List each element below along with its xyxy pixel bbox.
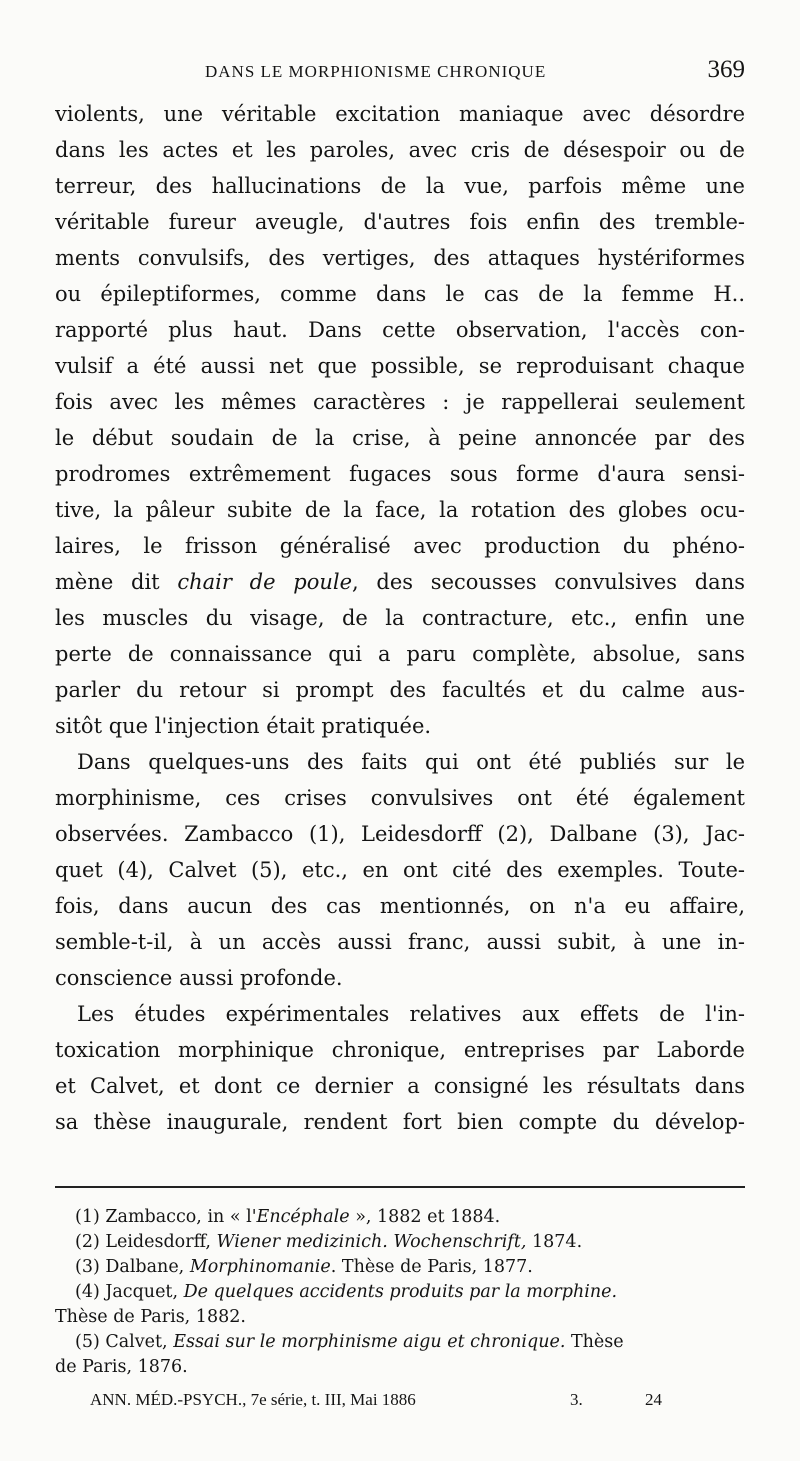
note-text: Thèse <box>565 1332 624 1352</box>
note-text: (4) Jacquet, <box>75 1282 184 1302</box>
text-line: et Calvet, et dont ce dernier a consigné les résultats dans <box>55 1074 745 1098</box>
text-line: ou épileptiformes, comme dans le cas de la femme H.. <box>55 282 745 306</box>
text-line: terreur, des hallucinations de la vue, parfois même une <box>55 174 745 198</box>
text-line: toxication morphinique chronique, entreprises par Laborde <box>55 1038 745 1062</box>
text-line: sa thèse inaugurale, rendent fort bien compte du dévelop- <box>55 1110 745 1134</box>
footnotes <box>55 1205 745 1380</box>
footnote-4-continued: Thèse de Paris, 1882. <box>55 1307 246 1327</box>
text-line: rapporté plus haut. Dans cette observation, l'accès con- <box>55 318 745 342</box>
text-line: les muscles du visage, de la contracture, etc., enfin une <box>55 606 745 630</box>
text-line: semble-t-il, à un accès aussi franc, aussi subit, à une in- <box>55 930 745 954</box>
text-line: observées. Zambacco (1), Leidesdorff (2), Dalbane (3), Jac- <box>55 822 745 846</box>
note-text: 1874. <box>526 1232 583 1252</box>
note-text: », 1882 et 1884. <box>349 1207 501 1227</box>
note-italic: Encéphale <box>256 1207 350 1227</box>
text-line: fois avec les mêmes caractères : je rappellerai seulement <box>55 390 745 414</box>
text-line: le début soudain de la crise, à peine annoncée par des <box>55 426 745 450</box>
text-line: violents, une véritable excitation maniaque avec désordre <box>55 102 745 126</box>
text-line: prodromes extrêmement fugaces sous forme d'aura sensi- <box>55 462 745 486</box>
note-text: (2) Leidesdorff, <box>75 1232 217 1252</box>
text-line: morphinisme, ces crises convulsives ont été également <box>55 786 745 810</box>
text-line: parler du retour si prompt des facultés et du calme aus- <box>55 678 745 702</box>
journal-citation: ANN. MÉD.-PSYCH., 7e série, t. III, Mai 1886 <box>90 1390 416 1409</box>
signature-mark-2: 24 <box>645 1390 662 1409</box>
text-line <box>55 564 745 600</box>
footnote-rule <box>55 1186 745 1188</box>
text-line: dans les actes et les paroles, avec cris de désespoir ou de <box>55 138 745 162</box>
note-text: . Thèse de Paris, 1877. <box>330 1257 533 1277</box>
text-line: conscience aussi profonde. <box>55 966 343 990</box>
note-italic: Essai sur le morphinisme aigu et chronique. <box>173 1332 566 1352</box>
text-line: perte de connaissance qui a paru complète, absolue, sans <box>55 642 745 666</box>
text-line: tive, la pâleur subite de la face, la rotation des globes ocu- <box>55 498 745 522</box>
footnote-5 <box>55 1330 745 1355</box>
note-italic: De quelques accidents produits par la morphine. <box>183 1282 618 1302</box>
note-text: (3) Dalbane, <box>75 1257 190 1277</box>
footnote-1 <box>55 1205 745 1230</box>
italic-term: chair de poule <box>177 570 353 594</box>
note-italic: Wiener medizinich. Wochenschrift, <box>216 1232 527 1252</box>
text-line: Dans quelques-uns des faits qui ont été publiés sur le <box>77 750 745 774</box>
signature-mark-1: 3. <box>570 1390 583 1409</box>
note-italic: Morphinomanie <box>189 1257 331 1277</box>
text-line: vulsif a été aussi net que possible, se reproduisant chaque <box>55 354 745 378</box>
footnote-4 <box>55 1280 745 1305</box>
text-line: laires, le frisson généralisé avec production du phéno- <box>55 534 745 558</box>
footnote-5-continued: de Paris, 1876. <box>55 1357 188 1377</box>
note-text: (1) Zambacco, in « l' <box>75 1207 257 1227</box>
page-number: 369 <box>707 56 745 83</box>
text-line: ments convulsifs, des vertiges, des attaques hystériformes <box>55 246 745 270</box>
text-line: quet (4), Calvet (5), etc., en ont cité des exemples. Toute- <box>55 858 745 882</box>
running-title: DANS LE MORPHIONISME CHRONIQUE <box>205 62 547 81</box>
text-line: véritable fureur aveugle, d'autres fois enfin des tremble- <box>55 210 745 234</box>
page-footer <box>90 1390 690 1410</box>
note-text: (5) Calvet, <box>75 1332 174 1352</box>
text-line: fois, dans aucun des cas mentionnés, on n'a eu affaire, <box>55 894 745 918</box>
text-segment: , des secousses convulsives dans <box>352 570 745 594</box>
running-head <box>55 56 745 90</box>
text-segment: mène dit <box>55 570 178 594</box>
footnote-2 <box>55 1230 745 1255</box>
text-line: sitôt que l'injection était pratiquée. <box>55 714 432 738</box>
footnote-3 <box>55 1255 745 1280</box>
text-line: Les études expérimentales relatives aux effets de l'in- <box>77 1002 745 1026</box>
body-text <box>55 96 745 1140</box>
